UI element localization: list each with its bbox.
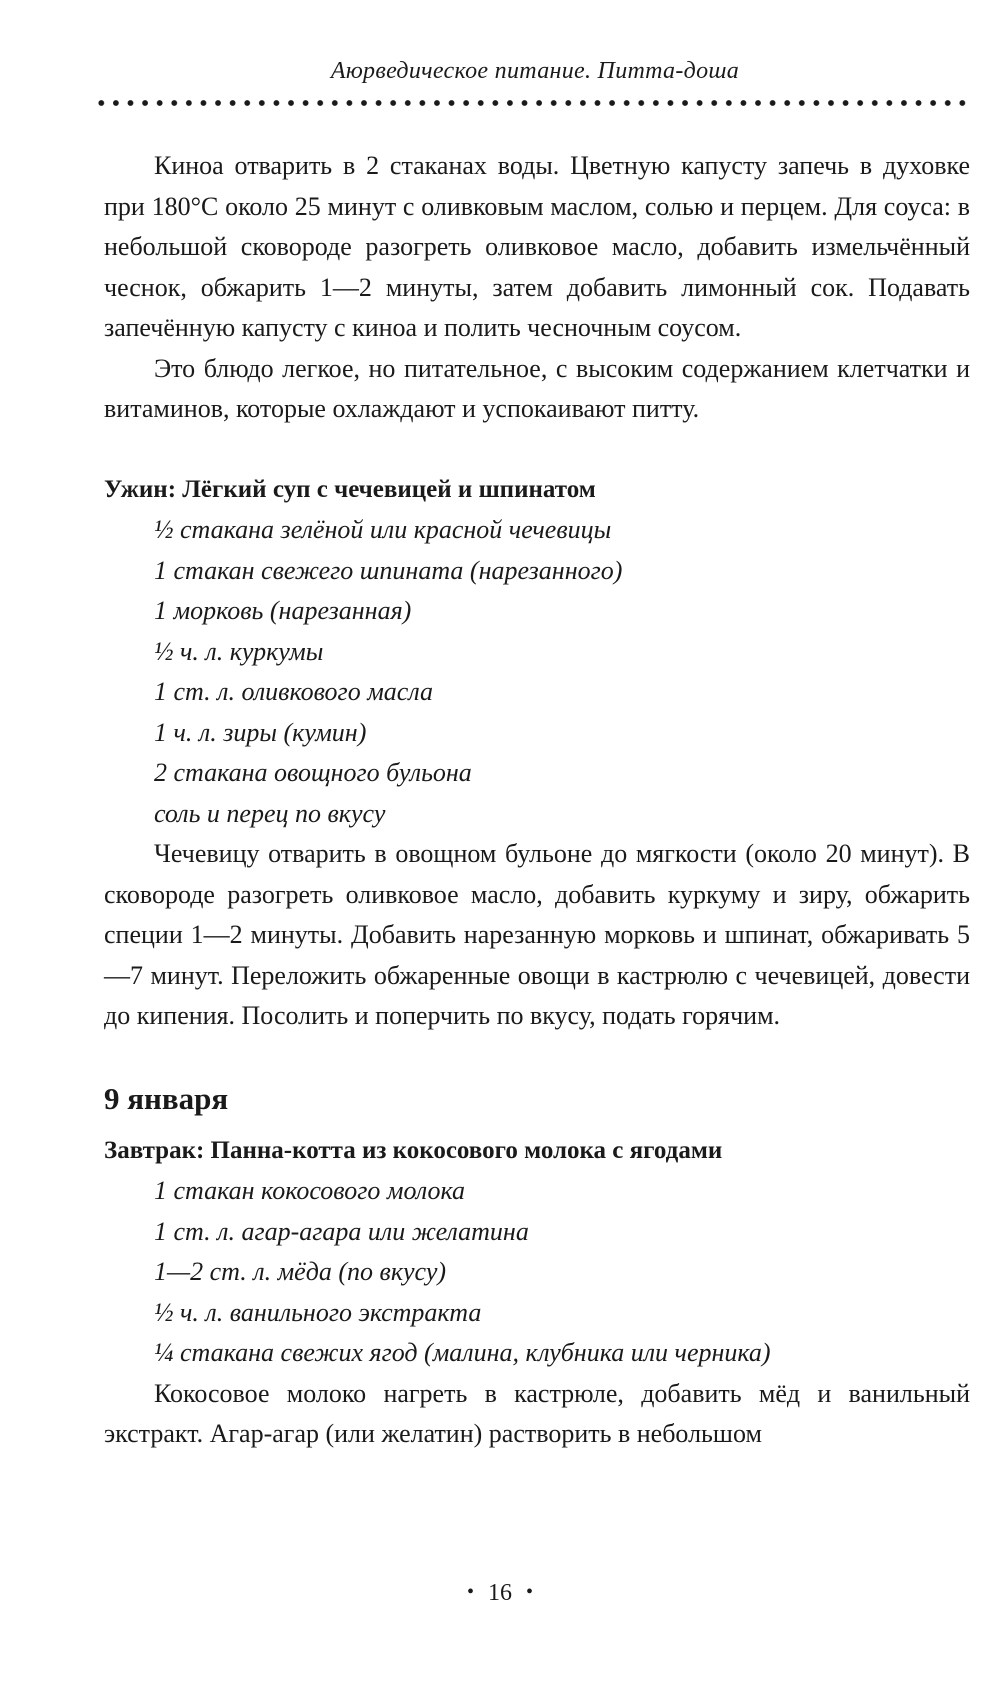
ingredient-item: 1 ст. л. оливкового масла (154, 677, 433, 706)
spacer (104, 1121, 970, 1131)
ingredient-item: 1 стакан свежего шпината (нарезанного) (154, 555, 623, 585)
breakfast-ingredient-list (104, 1171, 970, 1374)
ingredient-item: ½ ч. л. куркумы (154, 636, 324, 666)
paragraph-dish-benefits: Это блюдо легкое, но питательное, с высоким содержанием клетчатки и витаминов, которые охлаждают и успокаивают питту. (104, 353, 970, 423)
bullet-right: • (526, 1581, 534, 1603)
ingredient-item: ½ ч. л. ванильного экстракта (154, 1297, 482, 1327)
bullet-left: • (466, 1581, 474, 1603)
breakfast-title: Завтрак: Панна-котта из кокосового молока с ягодами (104, 1136, 723, 1164)
dinner-title: Ужин: Лёгкий суп с чечевицей и шпинатом (104, 475, 596, 503)
dinner-instructions: Чечевицу отварить в овощном бульоне до мягкости (около 20 минут). В сковороде разогреть оливковое масло, добавить куркуму и зиру, обжарить специи 1—2 минуты. Добавить нарезанную морковь и шпинат, обжаривать 5—7 минут. Переложить обжаренные овощи в кастрюлю с чечевицей, довести до кипения. Посолить и поперчить по вкусу, подать горячим. (104, 839, 970, 1030)
ingredient-item: ½ стакана зелёной или красной чечевицы (154, 515, 612, 544)
ingredient-item: 1 ч. л. зиры (кумин) (154, 717, 367, 747)
running-header: Аюрведическое питание. Питта-доша (330, 58, 740, 84)
ingredient-item: 1—2 ст. л. мёда (по вкусу) (154, 1257, 447, 1286)
page-number: 16 (488, 1580, 512, 1606)
dotted-divider (94, 98, 974, 108)
ingredient-item: 2 стакана овощного бульона (154, 758, 472, 787)
ingredient-item: 1 ст. л. агар-агара или желатина (154, 1216, 529, 1246)
day-heading: 9 января (104, 1080, 229, 1116)
spacer (104, 430, 970, 470)
ingredient-item: 1 стакан кокосового молока (154, 1176, 465, 1205)
ingredient-item: ¼ стакана свежих ягод (малина, клубника или черника) (154, 1338, 771, 1367)
dinner-ingredient-list (104, 510, 970, 834)
spacer (104, 1037, 970, 1077)
page-content (104, 146, 970, 1455)
page-footer (0, 1580, 1000, 1607)
breakfast-instructions: Кокосовое молоко нагреть в кастрюле, добавить мёд и ванильный экстракт. Агар-агар (или желатин) растворить в небольшом (104, 1378, 970, 1448)
paragraph-quinoa-instructions: Киноа отварить в 2 стаканах воды. Цветную капусту запечь в духовке при 180°С около 25 минут с оливковым маслом, солью и перцем. Для соуса: в небольшой сковороде разогреть оливковое масло, добавить измельчённый чеснок, обжарить 1—2 минуты, затем добавить лимонный сок. Подавать запечённую капусту с киноа и полить чесночным соусом. (104, 151, 970, 342)
ingredient-item: соль и перец по вкусу (154, 798, 386, 828)
ingredient-item: 1 морковь (нарезанная) (154, 596, 412, 625)
